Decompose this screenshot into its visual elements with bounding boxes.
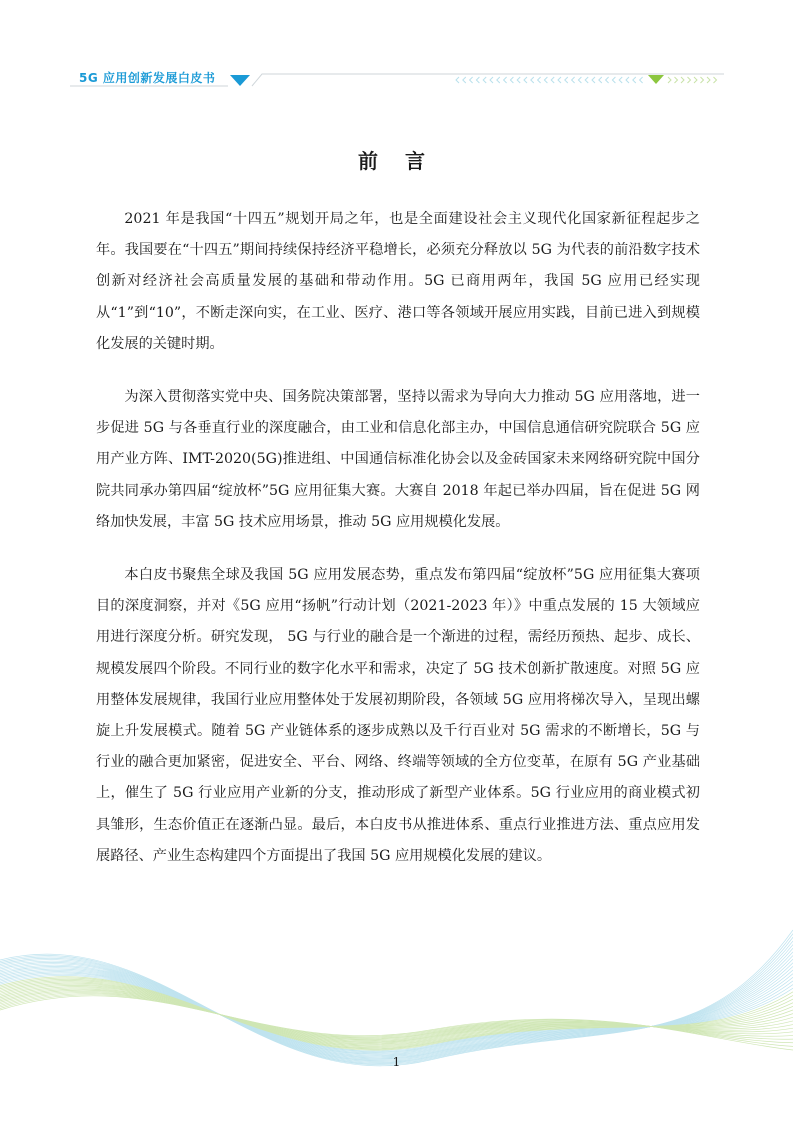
chevron-mark [456, 77, 459, 83]
wave-line [0, 992, 793, 1039]
chevron-mark [606, 77, 609, 83]
wave-line [0, 991, 793, 1039]
chevron-mark [565, 77, 568, 83]
chevron-mark [517, 77, 520, 83]
chevron-mark [694, 77, 697, 83]
chevron-mark [701, 77, 704, 83]
chevron-mark [578, 77, 581, 83]
paragraph-2: 为深入贯彻落实党中央、国务院决策部署，坚持以需求为导向大力推动 5G 应用落地，进一步促进 5G 与各垂直行业的深度融合，由工业和信息化部主办，中国信息通信研究院联合 5G 应用产业方阵、IMT-2020(5G)推进组、中国通信标准化协会以及金砖国家未来网络研究院中国分院共同承办第四届“绽放杯”5G 应用征集大赛。大赛自 2018 年起已举办四届，旨在促进 5G 网络加快发展，丰富 5G 技术应用场景，推动 5G 应用规模化发展。 [96, 389, 700, 530]
page-title: 前 言 [358, 149, 435, 173]
page-header [0, 0, 793, 100]
header-title: 5G 应用创新发展白皮书 [79, 71, 216, 85]
paragraph-3: 本白皮书聚焦全球及我国 5G 应用发展态势，重点发布第四届“绽放杯”5G 应用征集大赛项目的深度洞察，并对《5G 应用“扬帆”行动计划（2021-2023 年）》中重点发展的 15 大领域应用进行深度分析。研究发现， 5G 与行业的融合是一个渐进的过程，需经历预热、起步、成长、规模发展四个阶段。不同行业的数字化水平和需求，决定了 5G 技术创新扩散速度。对照 5G 应用整体发展规律，我国行业应用整体处于发展初期阶段，各领域 5G 应用将梯次导入，呈现出螺旋上升发展模式。随着 5G 产业链体系的逐步成熟以及千行百业对 5G 需求的不断增长，5G 与行业的融合更加紧密，促进安全、平台、网络、终端等领域的全方位变革，在原有 5G 产业基础上，催生了 5G 行业应用产业新的分支，推动形成了新型产业体系。5G 行业应用的商业模式初具雏形，生态价值正在逐渐凸显。最后，本白皮书从推进体系、重点行业推进方法、重点应用发展路径、产业生态构建四个方面提出了我国 5G 应用规模化发展的建议。 [96, 567, 700, 864]
wave-line [0, 990, 793, 1040]
chevron-mark [668, 77, 671, 83]
chevron-mark [490, 77, 493, 83]
chevron-mark [592, 77, 595, 83]
chevron-mark [599, 77, 602, 83]
chevron-mark [544, 77, 547, 83]
chevron-mark [531, 77, 534, 83]
chevron-mark [619, 77, 622, 83]
chevron-mark [633, 77, 636, 83]
chevron-mark [585, 77, 588, 83]
chevron-mark [640, 77, 643, 83]
chevron-mark [476, 77, 479, 83]
chevron-mark [504, 77, 507, 83]
chevron-mark [524, 77, 527, 83]
chevron-mark [538, 77, 541, 83]
chevron-mark [463, 77, 466, 83]
chevron-mark [510, 77, 513, 83]
chevron-mark [707, 77, 710, 83]
page-number: 1 [392, 1055, 401, 1069]
chevron-mark [688, 77, 691, 83]
chevron-mark [675, 77, 678, 83]
paragraph-1: 2021 年是我国“十四五”规划开局之年，也是全面建设社会主义现代化国家新征程起步之年。我国要在“十四五”期间持续保持经济平稳增长，必须充分释放以 5G 为代表的前沿数字技术创新对经济社会高质量发展的基础和带动作用。5G 已商用两年，我国 5G 应用已经实现从“1”到“10”，不断走深向实，在工业、医疗、港口等各领域开展应用实践，目前已进入到规模化发展的关键时期。 [96, 211, 700, 352]
chevron-mark [572, 77, 575, 83]
chevron-mark [681, 77, 684, 83]
chevron-mark [551, 77, 554, 83]
chevron-mark [497, 77, 500, 83]
chevron-mark [558, 77, 561, 83]
wave-lines-decoration [0, 900, 793, 1122]
chevron-mark [714, 77, 717, 83]
chevron-mark [612, 77, 615, 83]
wave-line [0, 937, 793, 1064]
chevron-mark [470, 77, 473, 83]
chevron-mark [483, 77, 486, 83]
chevron-mark [626, 77, 629, 83]
body-text [96, 204, 700, 894]
